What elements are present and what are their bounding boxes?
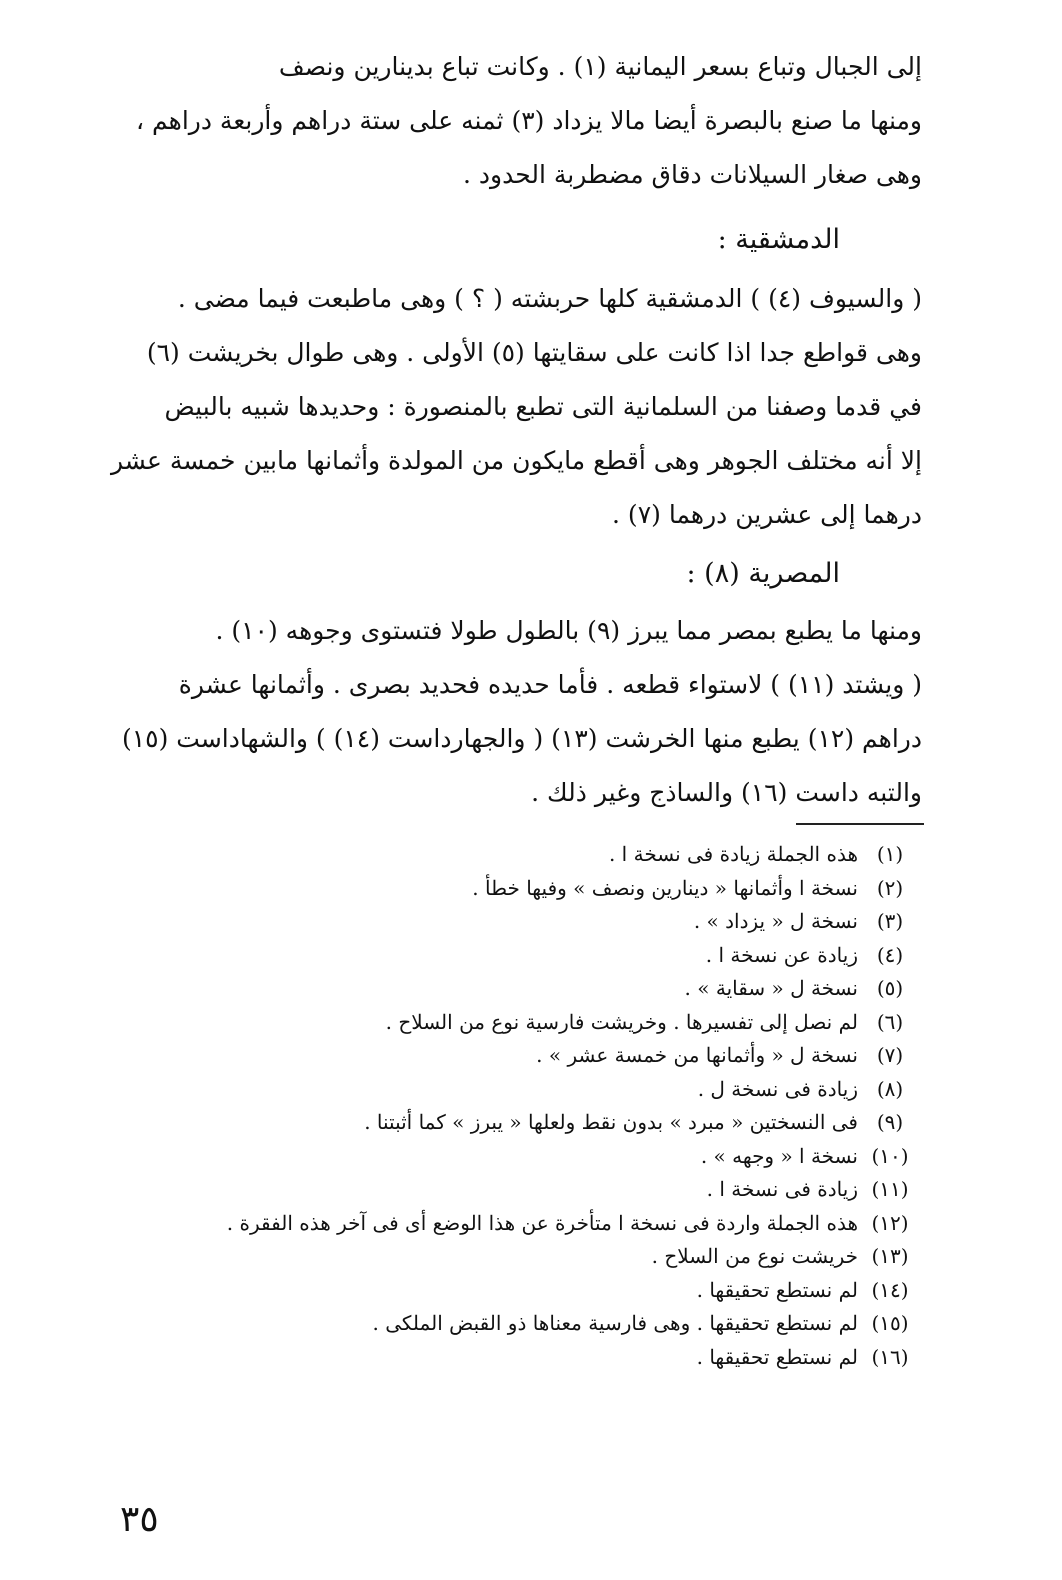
footnote-text: لم نستطع تحقيقها . xyxy=(696,1344,858,1369)
body-line: وهى صغار السيلانات دقاق مضطربة الحدود . xyxy=(463,160,922,189)
body-line: ( والسيوف (٤) ) الدمشقية كلها حربشته ( ؟ ) وهى ماطبعت فيما مضى . xyxy=(177,284,922,313)
footnote-item xyxy=(120,1341,922,1375)
footnote-number: (٣) xyxy=(876,909,904,933)
footnote-text: نسخة ا وأثمانها « دينارين ونصف » وفيها خطأ . xyxy=(472,875,858,900)
footnote-text: زيادة عن نسخة ا . xyxy=(705,942,858,967)
footnote-number: (٥) xyxy=(876,976,904,1000)
section-heading-damascene: الدمشقية : xyxy=(717,224,840,255)
footnote-number: (١) xyxy=(876,842,904,866)
footnote-text: خريشت نوع من السلاح . xyxy=(651,1244,858,1268)
footnote-item xyxy=(120,1173,922,1207)
egyptian-paragraph xyxy=(121,604,922,820)
footnote-text: نسخة ل « وأثمانها من خمسة عشر » . xyxy=(536,1043,858,1067)
footnotes xyxy=(120,838,922,1374)
footnote-text: لم نستطع تحقيقها . وهى فارسية معناها ذو القبض الملكى . xyxy=(372,1311,858,1335)
body-line: ومنها ما صنع بالبصرة أيضا مالا يزداد (٣) ثمنه على ستة دراهم وأربعة دراهم ، xyxy=(136,106,922,135)
footnote-item xyxy=(120,972,922,1006)
body-line: في قدما وصفنا من السلمانية التى تطبع بالمنصورة : وحديدها شبيه بالبيض xyxy=(164,392,922,421)
footnote-item xyxy=(120,905,922,939)
footnote-number: (١٤) xyxy=(871,1277,909,1302)
footnote-number: (٦) xyxy=(876,1009,904,1034)
footnote-item xyxy=(120,1240,922,1274)
footnote-item xyxy=(120,1140,922,1174)
section-heading-egyptian: المصرية (٨) : xyxy=(686,558,840,589)
footnote-text: نسخة ا « وجهه » . xyxy=(700,1143,858,1168)
page-number: ٣٥ xyxy=(120,1499,159,1540)
damascene-paragraph xyxy=(110,272,922,542)
footnote-text: هذه الجملة واردة فى نسخة ا متأخرة عن هذا الوضع أى فى آخر هذه الفقرة . xyxy=(226,1210,858,1235)
body-line: درهما إلى عشرين درهما (٧) . xyxy=(612,500,922,529)
footnote-text: لم نستطع تحقيقها . xyxy=(696,1277,858,1302)
footnote-text: نسخة ل « سقاية » . xyxy=(684,976,858,1000)
footnote-divider xyxy=(796,823,924,825)
footnote-text: فى النسختين « مبرد » بدون نقط ولعلها « يبرز » كما أثبتنا . xyxy=(364,1110,858,1134)
footnote-number: (٤) xyxy=(876,942,904,967)
footnote-item xyxy=(120,1207,922,1241)
body-line: وهى قواطع جدا اذا كانت على سقايتها (٥) الأولى . وهى طوال بخريشت (٦) xyxy=(146,338,922,367)
footnote-number: (٧) xyxy=(876,1043,904,1067)
footnote-text: زيادة فى نسخة ل . xyxy=(697,1076,858,1101)
footnote-number: (٩) xyxy=(876,1110,904,1134)
footnote-number: (١٠) xyxy=(871,1143,909,1168)
footnote-item xyxy=(120,1039,922,1073)
footnote-text: نسخة ل « يزداد » . xyxy=(693,909,858,933)
footnote-item xyxy=(120,1006,922,1040)
body-line: إلا أنه مختلف الجوهر وهى أقطع مايكون من المولدة وأثمانها مابين خمسة عشر xyxy=(110,446,922,475)
footnote-number: (١٢) xyxy=(871,1210,909,1235)
footnote-number: (٨) xyxy=(876,1076,904,1101)
body-line: والتبه داست (١٦) والساذج وغير ذلك . xyxy=(531,778,922,807)
footnote-item xyxy=(120,1073,922,1107)
footnote-item xyxy=(120,872,922,906)
intro-paragraph xyxy=(136,40,922,202)
footnote-number: (١٦) xyxy=(871,1344,909,1369)
footnote-text: زيادة فى نسخة ا . xyxy=(706,1177,858,1201)
footnote-text: لم نصل إلى تفسيرها . وخريشت فارسية نوع من السلاح . xyxy=(385,1009,858,1034)
footnote-item xyxy=(120,1106,922,1140)
footnote-number: (١٥) xyxy=(871,1311,909,1335)
footnote-text: هذه الجملة زيادة فى نسخة ا . xyxy=(608,842,858,866)
footnote-number: (٢) xyxy=(876,875,904,900)
body-line: إلى الجبال وتباع بسعر اليمانية (١) . وكانت تباع بدينارين ونصف xyxy=(278,52,922,81)
footnote-item xyxy=(120,939,922,973)
footnote-number: (١٣) xyxy=(871,1244,909,1268)
footnote-number: (١١) xyxy=(871,1177,909,1201)
footnote-item xyxy=(120,838,922,872)
body-line: ( ويشتد (١١) ) لاستواء قطعه . فأما حديده فحديد بصرى . وأثمانها عشرة xyxy=(178,670,922,699)
footnote-item xyxy=(120,1307,922,1341)
body-line: دراهم (١٢) يطبع منها الخرشت (١٣) ( والجهارداست (١٤) ) والشهاداست (١٥) xyxy=(121,724,922,753)
body-line: ومنها ما يطبع بمصر مما يبرز (٩) بالطول طولا فتستوى وجوهه (١٠) . xyxy=(215,616,922,645)
footnote-item xyxy=(120,1274,922,1308)
